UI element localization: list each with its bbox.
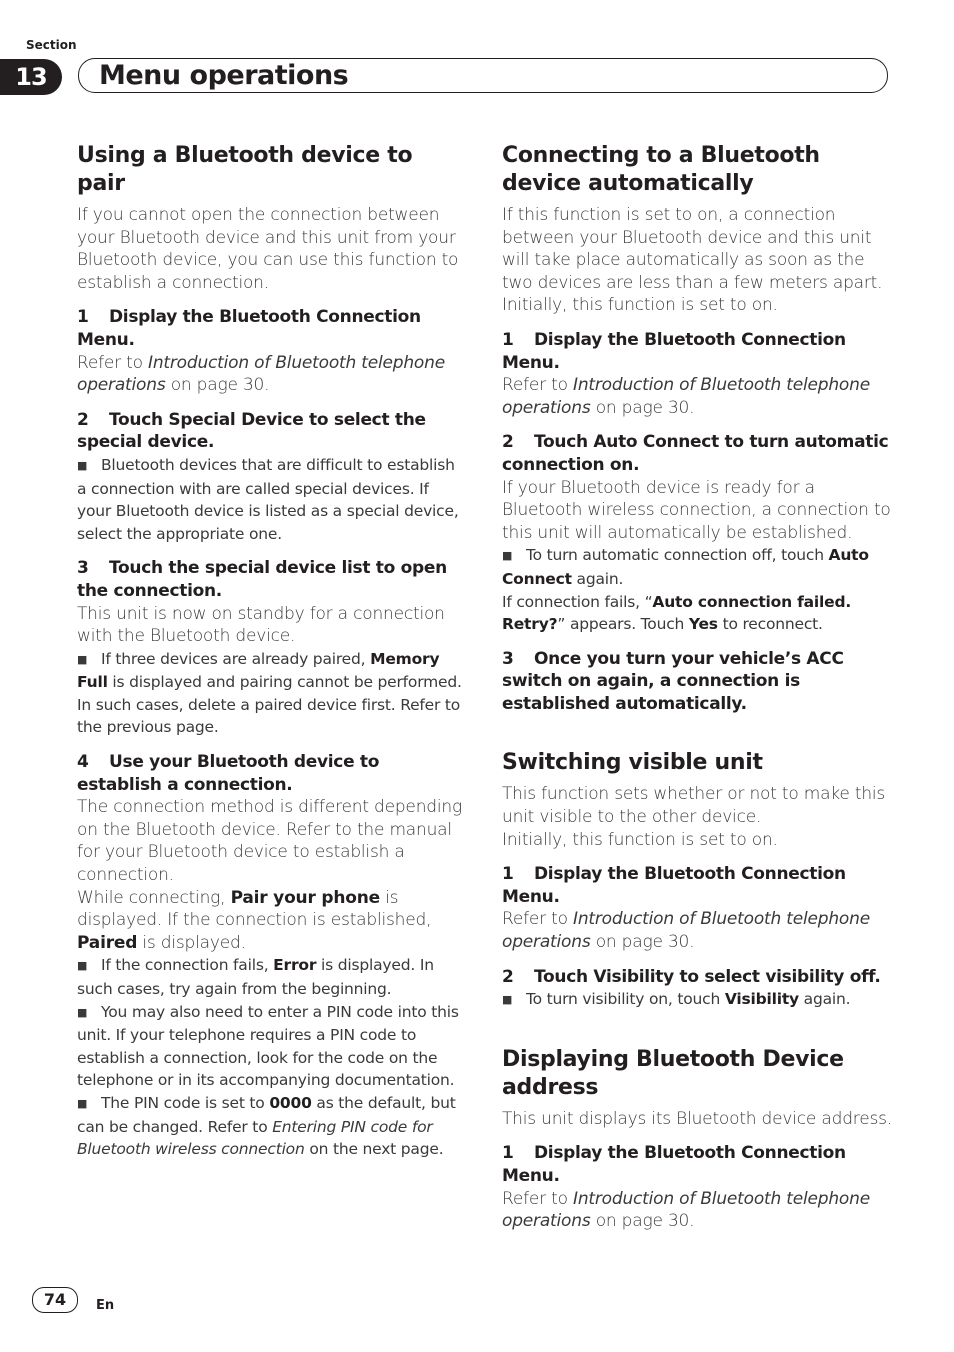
page-title-bar [78, 58, 888, 93]
section-number-badge: 13 [0, 59, 62, 95]
bullet-icon: ■ [77, 458, 88, 472]
paragraph: If you cannot open the connection between your Bluetooth device and this unit from your Bluetooth device, you can use this function to establish a connection. [77, 205, 459, 293]
heading-visible-unit: Switching visible unit [502, 750, 763, 776]
bullet-icon: ■ [77, 652, 88, 666]
paragraph: Initially, this function is set to on. [502, 295, 778, 316]
reference: Refer to Introduction of Bluetooth telephone operations on page 30. [77, 352, 445, 396]
reference: Refer to Introduction of Bluetooth telephone operations on page 30. [502, 375, 870, 418]
step: 1 Display the Bluetooth Connection Menu. [502, 329, 846, 373]
bullet-icon: ■ [502, 549, 513, 563]
note: ■ The PIN code is set to 0000 as the default, but can be changed. Refer to Entering PIN code for Bluetooth wireless connection on the next page. [77, 1093, 456, 1159]
reference: Refer to Introduction of Bluetooth telephone operations on page 30. [502, 909, 870, 953]
heading-device-address: Displaying Bluetooth Device address [502, 1046, 844, 1100]
bullet-icon: ■ [77, 959, 88, 973]
paragraph: This unit displays its Bluetooth device address. [502, 1108, 892, 1129]
page-number: 74 [32, 1287, 78, 1313]
step: 1 Display the Bluetooth Connection Menu. [77, 307, 421, 350]
step: 3 Once you turn your vehicle’s ACC switch on again, a connection is established automatically. [502, 648, 844, 714]
step: 2 Touch Auto Connect to turn automatic connection on. [502, 432, 889, 475]
paragraph: This unit is now on standby for a connection with the Bluetooth device. [77, 603, 445, 647]
note: ■ To turn automatic connection off, touch Auto Connect again. [502, 546, 869, 588]
step: 2 Touch Special Device to select the special device. [77, 409, 426, 453]
paragraph: The connection method is different depending on the Bluetooth device. Refer to the manual for your Bluetooth device to establish a connection. [77, 797, 462, 886]
paragraph: While connecting, Pair your phone is displayed. If the connection is established, Paired is displayed. [77, 887, 432, 953]
right-column [502, 142, 892, 1233]
heading-auto-connect: Connecting to a Bluetooth device automatically [502, 143, 820, 196]
paragraph: If this function is set to on, a connection between your Bluetooth device and this unit will take place automatically as soon as the two devices are less than a few meters apart. [502, 205, 883, 293]
section-label: Section [26, 38, 77, 52]
step: 4 Use your Bluetooth device to establish a connection. [77, 752, 380, 795]
language-label: En [96, 1298, 115, 1313]
left-column [77, 142, 467, 1161]
note: If connection fails, “Auto connection failed. Retry?” appears. Touch Yes to reconnect. [502, 592, 852, 634]
step: 2 Touch Visibility to select visibility off. [502, 966, 881, 987]
note: ■ Bluetooth devices that are difficult to establish a connection with are called special devices. If your Bluetooth device is listed as a special device, select the appropriate one. [77, 455, 459, 543]
note: ■ To turn visibility on, touch Visibility again. [502, 988, 892, 1012]
bullet-icon: ■ [77, 1005, 88, 1019]
note: ■ If three devices are already paired, Memory Full is displayed and pairing cannot be performed. In such cases, delete a paired device first. Refer to the previous page. [77, 649, 462, 737]
step: 1 Display the Bluetooth Connection Menu. [502, 1143, 846, 1186]
bullet-icon: ■ [77, 1096, 88, 1110]
paragraph: This function sets whether or not to make this unit visible to the other device. [502, 784, 886, 828]
reference: Refer to Introduction of Bluetooth telephone operations on page 30. [502, 1188, 870, 1232]
bullet-icon: ■ [502, 993, 513, 1007]
step: 3 Touch the special device list to open the connection. [77, 558, 447, 601]
note: ■ If the connection fails, Error is displayed. In such cases, try again from the beginning. [77, 956, 434, 998]
paragraph: If your Bluetooth device is ready for a Bluetooth wireless connection, a connection to this unit will automatically be established. [502, 477, 891, 543]
heading-pair: Using a Bluetooth device to pair [77, 143, 413, 196]
paragraph: Initially, this function is set to on. [502, 829, 778, 850]
step: 1 Display the Bluetooth Connection Menu. [502, 864, 846, 907]
note: ■ You may also need to enter a PIN code into this unit. If your telephone requires a PIN code to establish a connection, look for the code on the telephone or in its accompanying documentation. [77, 1002, 459, 1090]
page-title: Menu operations [99, 60, 349, 91]
